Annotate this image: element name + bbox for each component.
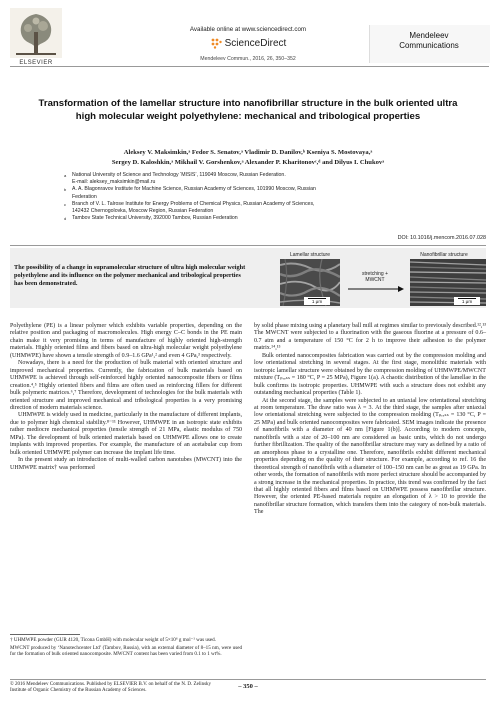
journal-name: Mendeleev Communications [399,31,459,50]
lamellar-label: Lamellar structure [289,252,330,258]
affiliation-item [64,179,464,186]
elsevier-tree-logo [10,8,62,58]
author-list [30,148,466,168]
footnote-divider [10,634,80,635]
footnote: MWCNT produced by ‘Nanotechcenter Ltd’ (Tambov, Russia), with an external diameter of 8–15 nm, were used for the formation of bulk oriented nanocomposite. MWCNT content has been varied from 0.1 to 1 wt%. [10,644,242,658]
sciencedirect-icon [210,37,222,49]
scale-bar-right: 1 μm [454,297,480,305]
affiliation-item: a National University of Science and Technology ‘MISIS’, 119049 Moscow, Russian Federation. [64,172,286,178]
body-column-left [10,323,242,472]
paragraph: In the present study an introduction of multi-walled carbon nanotubes (MWCNT) into the UHMWPE matrix† was performed [10,457,242,471]
paragraph: Bulk oriented nanocomposites fabrication was carried out by the compression molding and low orientational stretching in several stages. At the first stage, monolithic materials with isotropic lamellar structure were obtained by the compression molding of UHMWPE/MWCNT mixture (Tₚᵣₑₛₛ = 180 °C, P = 25 MPa), Figure 1(a). A chaotic distribution of the lamellae in the bulk confirms its isotropic properties. UHMWPE with such a structure does not exhibit any outstanding mechanical properties (Table 1). [254,352,486,397]
footnote: † UHMWPE powder (GUR 4120, Ticona GmbH) with molecular weight of 5×10⁶ g mol⁻¹ was used. [10,637,216,643]
paragraph: At the second stage, the samples were subjected to an uniaxial low orientational stretching at room temperature. The draw ratio was λ = 3. At the third stage, the samples after uniaxial low orientational stretching were subjected to the compression molding (Tₚᵣₑₛₛ = 130 °C, P = 25 MPa) and bulk oriented nanocomposites were fabricated. SEM images indicate the presence of nanofibrils with a diameter of 40 nm [Figure 1(b)]. According to modern concepts, nanofibrils with a size of 20–100 nm are considered as basic units, which do not undergo further fibrillization. The quality of the nanofibrillar structure may vary as defined by a ratio of an amorphous phase to a crystalline one. Therefore, nanofibrils exhibit different mechanical properties depending on the quality of their structure. For example, according to ref. 16 the theoretical strength of nanofibrils with a diameter of 100–150 nm can be as great as 19 GPa. In other words, the formation of nanofibrils with more perfect structure should be accompanied by a strong increase in the mechanical properties. In practice, this trend was confirmed by the fact that all highly oriented fibers and films based on UHMWPE possess nanofibrillar structure. However, the oriented PE-based materials require an elongation of λ > 10 to provide the nanofibrillar structure formation, which transfers them into the category of non-bulk materials. The [254,397,486,516]
arrow-label-mwcnt: MWCNT [365,277,385,283]
right-arrow-icon [346,285,406,293]
copyright-notice: © 2016 Mendeleev Communications. Published by ELSEVIER B.V. on behalf of the N. D. Zelinsky Institute of Organic Chemistry of the Russian Academy of Sciences. [10,682,212,694]
article-title: Transformation of the lamellar structure into nanofibrillar structure in the bulk oriented ultra high molecular weight polyethylene: mechanical and tribological properties [38,98,458,122]
footnotes [10,637,242,659]
author-email[interactable]: E-mail: aleksey_maksimkin@mail.ru [72,179,156,186]
footer-divider [10,679,486,680]
page-number: – 350 – [238,683,258,690]
sciencedirect-logo [186,36,310,50]
graphical-abstract-text: The possibility of a change in supramolecular structure of ultra high molecular weight polyethylene and its influence on the polymer mechanical and tribological properties has been demonstrated. [14,264,246,287]
scale-bar-left: 1 μm [304,297,330,305]
affiliation-item: c Branch of V. L. Talrose Institute for Energy Problems of Chemical Physics, Russian Academy of Sciences, [64,200,315,207]
paragraph: UHMWPE is widely used in medicine, particularly in the manufacture of different implants, due to polymer high chemical stability.⁸⁻¹¹ However, UHMWPE in an isotropic state exhibits rather mediocre mechanical properties (tensile strength of 21 MPa, elastic modulus of 750 MPa). The development of bulk oriented materials based on UHMWPE allows one to create implants with improved properties. For example, the manufacture of an acetabular cup from bulk oriented UHMWPE polymer can increase the implant life time. [10,412,242,456]
affiliations [64,172,464,222]
header-divider [10,66,489,67]
nanofibrillar-label: Nanofibrillar structure [420,252,468,258]
paragraph: Nowadays, there is a need for the production of bulk material with oriented structure and improved mechanical properties. Currently, the fabrication of bulk materials based on UHMWPE is achieved through self-reinforced highly oriented nanocomposite fibers or films creation.⁴,⁵ Highly oriented fibers and films are often used as reinforcing fillers for different bulk polymeric matrices.⁶,⁷ Therefore, development of technologies for the bulk materials with oriented structure and improved mechanical and tribological properties is a very promising direction of modern materials science. [10,360,242,411]
doi-divider [10,245,486,246]
sciencedirect-wordmark: ScienceDirect [224,37,287,49]
doi-link[interactable]: DOI: 10.1016/j.mencom.2016.07.028 [397,235,486,241]
body-column-right [254,323,486,517]
paragraph: Polyethylene (PE) is a linear polymer which exhibits variable properties, depending on the relative position and packaging of macromolecules. High energy C–C bonds in the PE main chain make it very promising in terms of manufacture of highly oriented high-strength materials. Highly oriented films and fibers based on ultra-high molecular weight polyethylene (UHMWPE) have shown a tensile strength of 0.9–1.6 GPa¹,² and even 4 GPa,³ respectively. [10,323,242,359]
available-online-text[interactable]: Available online at www.sciencedirect.com [189,26,307,33]
affiliation-item: b A. A. Blagonravov Institute for Machine Science, Russian Academy of Sciences, 101990 Moscow, Russian [64,186,316,193]
author-line: Aleksey V. Maksimkin,ᵃ Fedor S. Senatov,ᵃ Vladimir D. Danilov,ᵇ Kseniya S. Mostovaya,ᵃ [123,149,373,156]
author-line: Sergey D. Kaloshkin,ᵃ Mikhail V. Gorshenkov,ᵃ Alexander P. Kharitonovᶜ,ᵈ and Dilyus I. Chukovᵃ [111,159,385,166]
arrow-label-stretching: stretching + [362,271,388,277]
affiliation-item: 142432 Chernogolovka, Moscow Region, Russian Federation [72,208,214,215]
affiliation-item: Federation [72,193,97,200]
paragraph: by solid phase mixing using a planetary ball mill at regimes similar to previously described.¹²,¹³ The MWCNT were subjected to a fluorination with the gaseous fluorine at a pressure of 0.6–0.7 atm and a temperature of 150 °C for 2 h to improve their adhesion to the polymer matrix.¹⁴,¹⁵ [254,323,486,352]
journal-citation: Mendeleev Commun., 2016, 26, 350–352 [200,56,296,62]
affiliation-item: d Tambov State Technical University, 392000 Tambov, Russian Federation [64,215,238,222]
publisher-name: ELSEVIER [19,60,53,66]
